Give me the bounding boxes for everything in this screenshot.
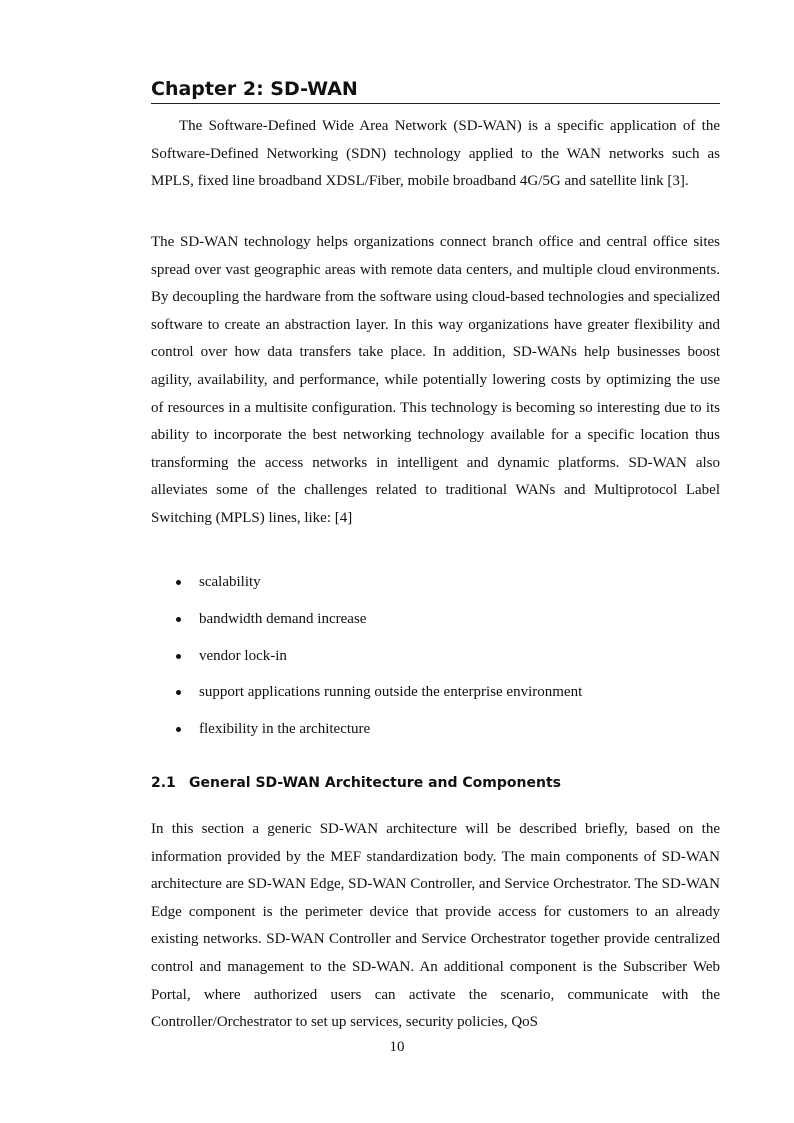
page-number: 10 bbox=[389, 1039, 405, 1055]
section-title: General SD-WAN Architecture and Components bbox=[189, 775, 561, 791]
bullet-icon bbox=[176, 690, 181, 695]
intro-paragraph: The Software-Defined Wide Area Network (SD-WAN) is a specific application of the Software-Defined Networking (SDN) technology applied to the WAN networks such as MPLS, fixed line broadband XDSL/Fiber, mobile broadband 4G/5G and satellite link [3]. bbox=[151, 118, 720, 190]
chapter-title: Chapter 2: SD-WAN bbox=[151, 76, 720, 104]
section-number: 2.1 bbox=[151, 775, 176, 791]
list-item-text: scalability bbox=[199, 574, 261, 590]
list-item bbox=[151, 642, 720, 679]
list-item-text: vendor lock-in bbox=[199, 647, 287, 664]
bullet-icon bbox=[176, 654, 181, 659]
challenges-list bbox=[151, 568, 720, 752]
list-item-text: support applications running outside the enterprise environment bbox=[199, 684, 583, 701]
list-item bbox=[151, 715, 720, 752]
list-item bbox=[151, 605, 720, 642]
bullet-icon bbox=[176, 617, 181, 622]
list-item-text: flexibility in the architecture bbox=[199, 721, 371, 738]
bullet-icon bbox=[176, 580, 181, 585]
list-item bbox=[151, 568, 720, 605]
bullet-icon bbox=[176, 727, 181, 732]
section-heading bbox=[151, 771, 561, 795]
section-paragraph: In this section a generic SD-WAN architecture will be described briefly, based on the information provided by the MEF standardization body. The main components of SD-WAN architecture are SD-WAN Edge, SD-WAN Controller, and Service Orchestrator. The SD-WAN Edge component is the perimeter device that provide access for customers to an already existing networks. SD-WAN Controller and Service Orchestrator together provide centralized control and management to the SD-WAN. An additional component is the Subscriber Web Portal, where authorized users can activate the scenario, communicate with the Controller/Orchestrator to set up services, security policies, QoS bbox=[151, 821, 720, 1031]
list-item bbox=[151, 678, 720, 715]
technology-paragraph: The SD-WAN technology helps organizations connect branch office and central office sites spread over vast geographic areas with remote data centers, and multiple cloud environments. By decoupling the hardware from the software using cloud-based technologies and specialized software to create an abstraction layer. In this way organizations have greater flexibility and control over how data transfers take place. In addition, SD-WANs help businesses boost agility, availability, and performance, while potentially lowering costs by optimizing the use of resources in a multisite configuration. This technology is becoming so interesting due to its ability to incorporate the best networking technology available for a specific location thus transforming the access networks in intelligent and dynamic platforms. SD-WAN also alleviates some of the challenges related to traditional WANs and Multiprotocol Label Switching (MPLS) lines, like: [4] bbox=[151, 234, 720, 526]
list-item-text: bandwidth demand increase bbox=[199, 610, 367, 627]
